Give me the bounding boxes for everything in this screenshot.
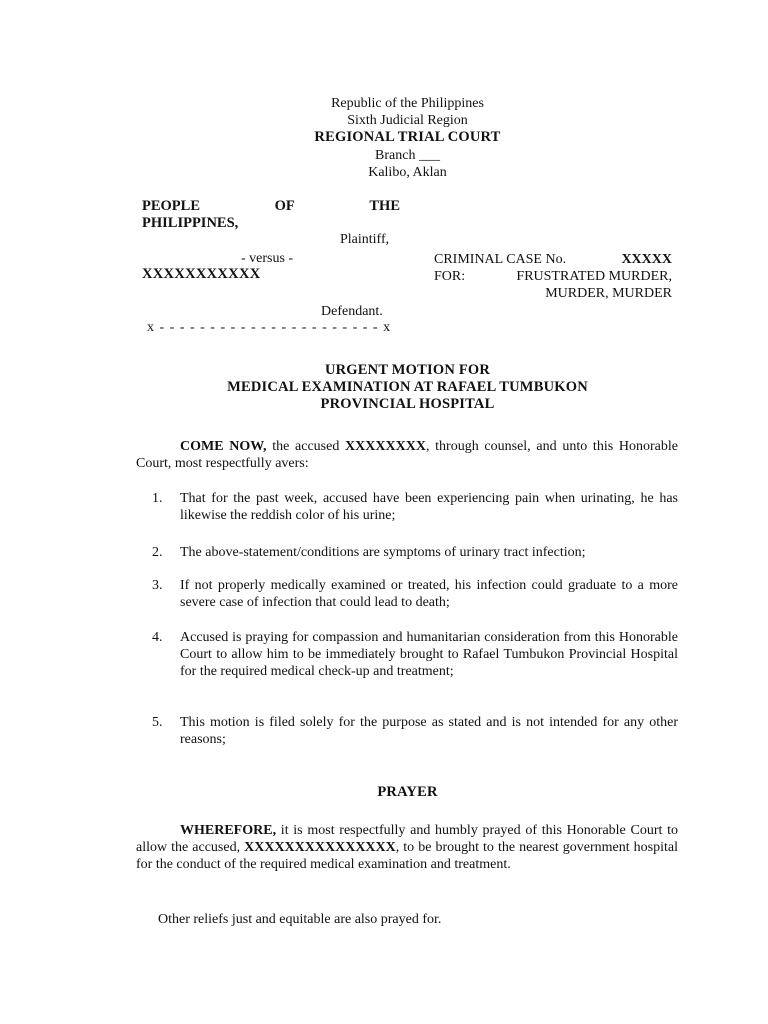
motion-title-line1: URGENT MOTION FOR: [324, 362, 491, 378]
list-item: [152, 714, 678, 748]
case-info: [434, 251, 672, 302]
for-charge-line2: MURDER, MURDER: [545, 286, 672, 301]
list-item-text: That for the past week, accused have been experiencing pain when urinating, he has likewise the reddish color of his urine;: [180, 491, 678, 523]
caption-the-word: THE: [369, 198, 400, 214]
caption-plaintiff: Plaintiff,: [340, 232, 390, 247]
for-label: FOR:: [434, 269, 466, 284]
caption-accused: XXXXXXXXXXX: [142, 266, 261, 282]
list-item-number: 5.: [152, 715, 163, 730]
header-place: Kalibo, Aklan: [368, 165, 447, 180]
list-item-text: Accused is praying for compassion and humanitarian consideration from this Honorable Court to allow him to be immediately brought to Rafael Tumbukon Provincial Hospital for the required medical check-up and treatment;: [180, 630, 678, 679]
list-item-text: This motion is filed solely for the purpose as stated and is not intended for any other reasons;: [180, 715, 678, 747]
list-item: [152, 577, 678, 611]
motion-title-line2: MEDICAL EXAMINATION AT RAFAEL TUMBUKON: [227, 379, 588, 395]
list-item: [152, 629, 678, 680]
list-item-text: The above-statement/conditions are symptoms of urinary tract infection;: [180, 545, 586, 560]
caption-defendant: Defendant.: [321, 304, 383, 319]
motion-title-line3: PROVINCIAL HOSPITAL: [320, 396, 495, 412]
list-item-number: 4.: [152, 630, 163, 645]
intro-paragraph: [136, 438, 678, 472]
list-item-text: If not properly medically examined or treated, his infection could graduate to a more severe case of infection that could lead to death;: [180, 578, 678, 610]
caption-people-word: PEOPLE: [142, 198, 201, 214]
header-republic: Republic of the Philippines: [331, 96, 484, 111]
intro-text-b: , through counsel, and unto this Honorable Court, most respectfully avers:: [136, 439, 678, 471]
header-region: Sixth Judicial Region: [347, 113, 468, 128]
case-label: CRIMINAL CASE No.: [434, 252, 567, 267]
other-reliefs: Other reliefs just and equitable are also prayed for.: [158, 912, 442, 927]
list-item-number: 1.: [152, 491, 163, 506]
header-court: REGIONAL TRIAL COURT: [314, 129, 501, 145]
prayer-heading: PRAYER: [377, 784, 438, 800]
caption-philippines: PHILIPPINES,: [142, 215, 239, 231]
list-item-number: 3.: [152, 578, 163, 593]
intro-accused-name: XXXXXXXX: [345, 439, 426, 454]
prayer-text-b: , to be brought to the nearest government hospital for the conduct of the required medical examination and treatment.: [136, 840, 678, 872]
caption-x-line: x - - - - - - - - - - - - - - - - - - - - - - x: [147, 320, 392, 335]
list-item: [152, 544, 678, 561]
intro-text-a: the accused: [266, 439, 346, 454]
caption-versus: - versus -: [241, 251, 294, 266]
header-branch: Branch ___: [375, 148, 440, 163]
prayer-paragraph: [136, 822, 678, 873]
list-item-number: 2.: [152, 545, 163, 560]
case-number: XXXXX: [621, 252, 672, 267]
prayer-lead: WHEREFORE,: [180, 823, 277, 838]
caption-of-word: OF: [274, 198, 295, 214]
list-item: [152, 490, 678, 524]
caption-people: [142, 198, 400, 232]
for-charge-line1: FRUSTRATED MURDER,: [516, 269, 672, 284]
prayer-accused-name: XXXXXXXXXXXXXXX: [244, 840, 396, 855]
intro-lead: COME NOW,: [180, 439, 267, 454]
prayer-text-a: it is most respectfully and humbly prayed of this Honorable Court to allow the accused,: [136, 823, 678, 855]
